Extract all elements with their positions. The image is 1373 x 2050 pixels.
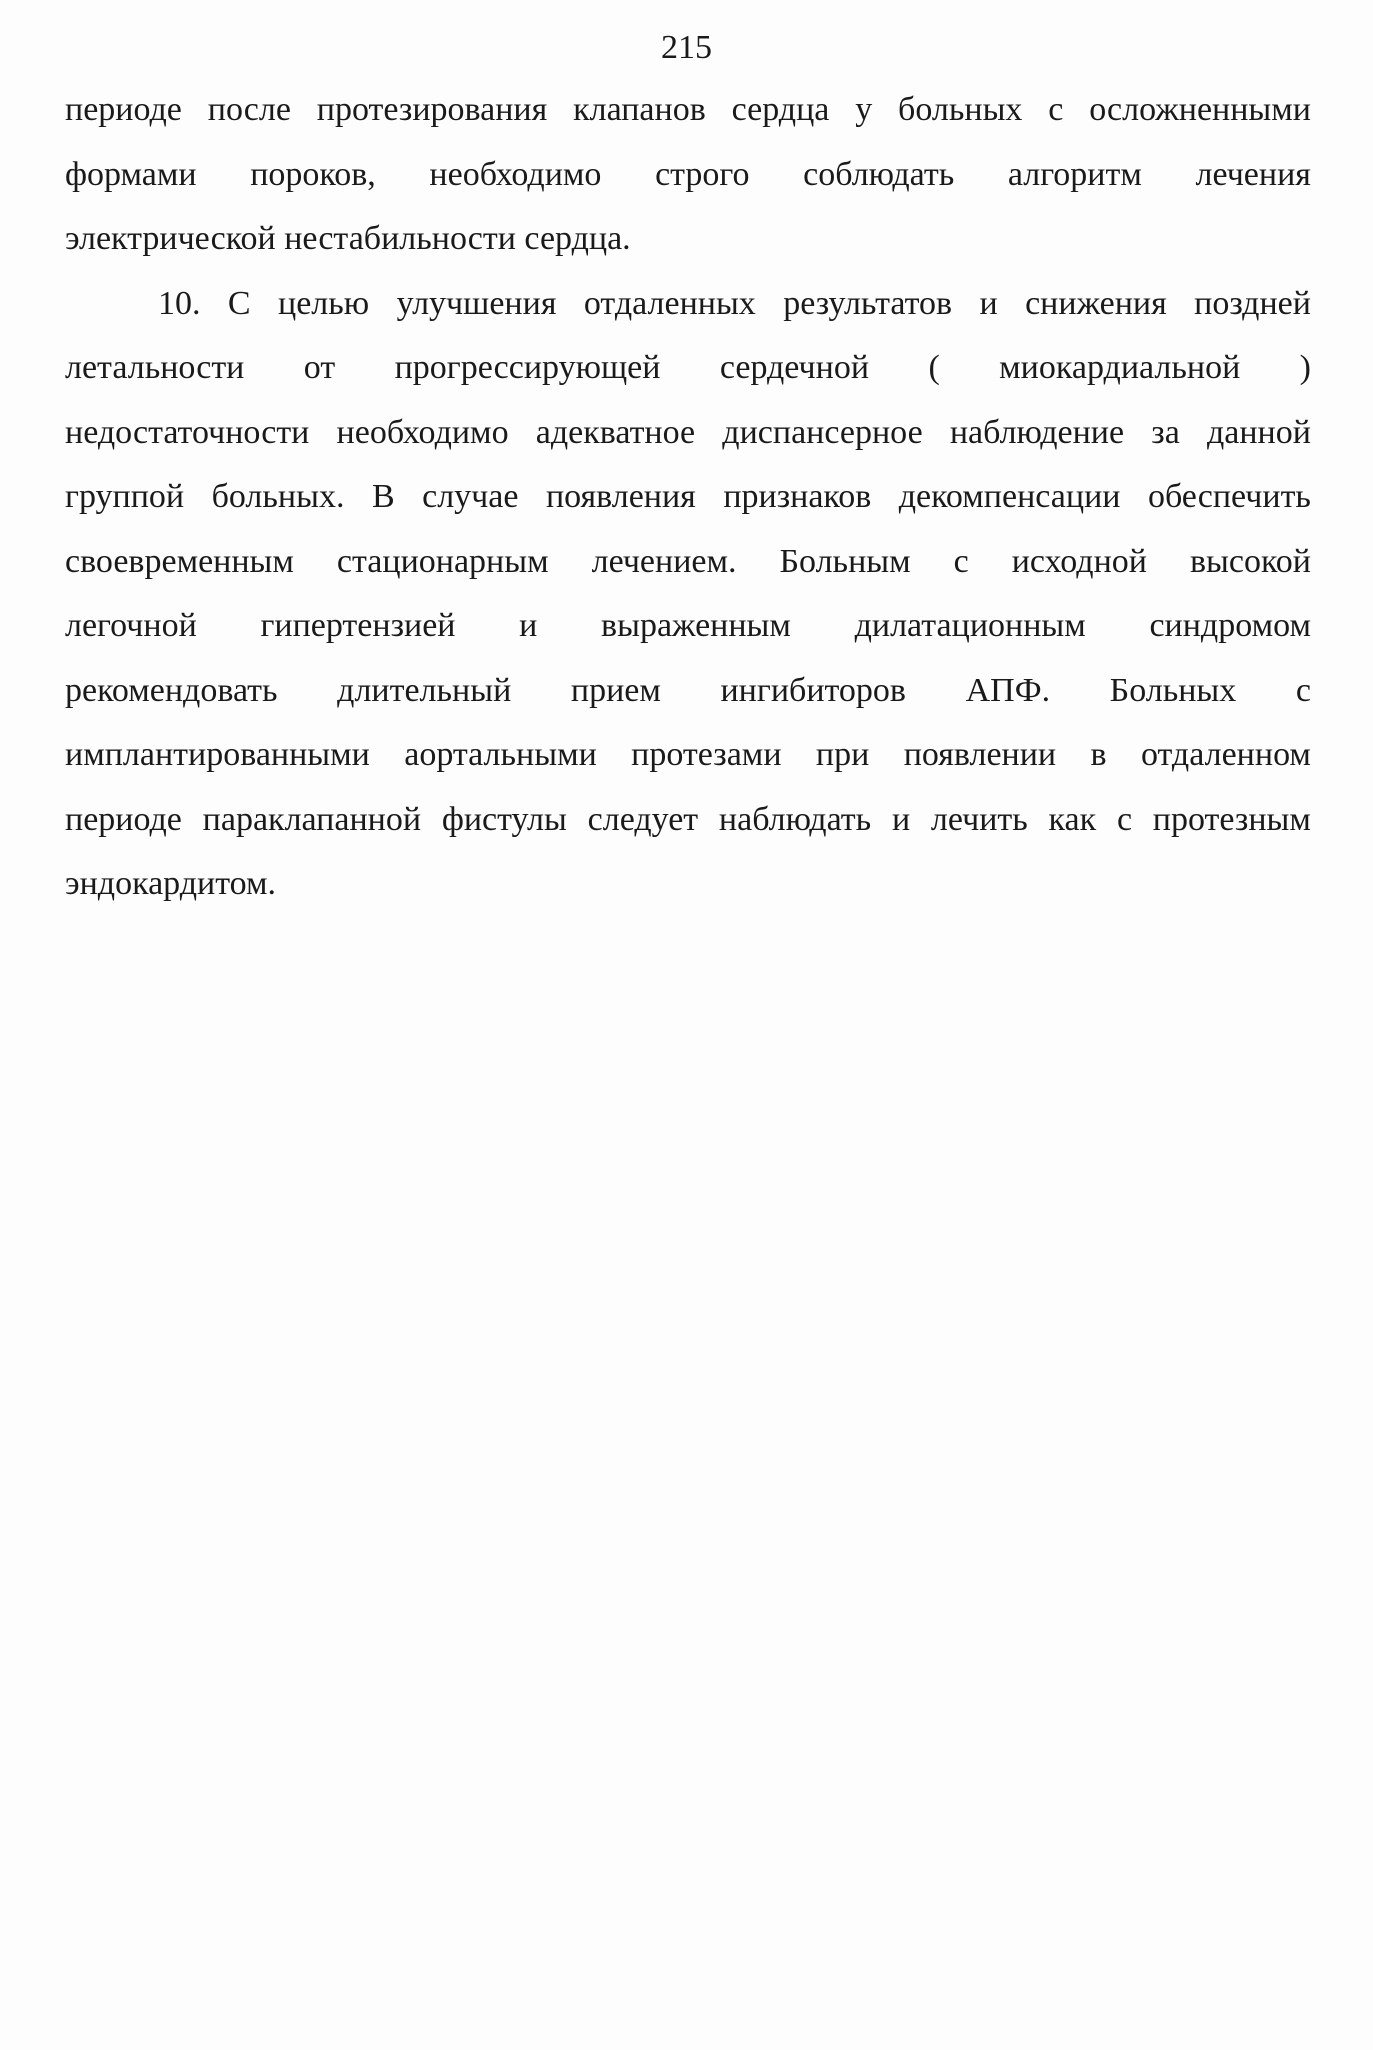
text-line [65,594,1311,659]
word: соблюдать [803,155,955,193]
word: параклапанной [202,800,422,838]
text-line [65,78,1311,143]
word: легочной [65,607,197,644]
word: целью [278,284,370,322]
word: миокардиальной [999,349,1241,386]
word: диспансерное [722,413,923,451]
word: С [227,284,251,322]
body-text [65,78,1311,917]
word: строго [655,155,750,193]
word: клапанов [573,91,706,128]
word: ингибиторов [720,671,906,709]
word: стационарным [336,542,549,580]
text-line [65,401,1311,466]
word: имплантированными [65,736,370,773]
word: с [1048,91,1064,128]
word: летальности [65,349,245,386]
text-line [65,272,1311,337]
word: отдаленных [583,284,756,322]
word: протезным [1152,800,1311,838]
text-line [65,143,1311,208]
word: прогрессирующей [394,349,661,386]
word: при [815,736,870,773]
word: появлении [903,736,1057,773]
word: с [953,542,969,580]
word: снижения [1025,284,1167,322]
word: прием [570,671,661,709]
word: как [1048,800,1097,838]
word: исходной [1011,542,1147,580]
word: аортальными [404,736,597,773]
word: наблюдение [949,413,1125,451]
word: улучшения [396,284,557,322]
word: результатов [783,284,953,322]
word: больных [898,91,1023,128]
word: своевременным [65,542,294,580]
word: у [855,91,873,128]
text-line [65,659,1311,724]
text-line [65,852,1311,917]
word: недостаточности [65,413,310,451]
word: Больным [779,542,911,580]
word: В [371,478,395,515]
text-line [65,465,1311,530]
page-number: 215 [661,29,712,66]
word: адекватное [535,413,696,451]
word: лечить [930,800,1028,838]
word: протезами [631,736,782,773]
word: и [979,284,998,322]
word: периоде [65,800,182,838]
text-line [65,336,1311,401]
word: выраженным [601,607,791,644]
word: случае [422,478,519,515]
word: периоде [65,91,182,128]
word: электрической нестабильности сердца. [65,220,631,257]
word: синдромом [1149,607,1311,644]
word: 10. [158,284,201,322]
word: лечением. [591,542,737,580]
word: пороков, [250,155,376,193]
word: высокой [1189,542,1311,580]
word: гипертензией [260,607,456,644]
word: после [207,91,291,128]
word: данной [1206,413,1311,451]
word: больных. [211,478,345,515]
word: в [1090,736,1107,773]
word: необходимо [336,413,509,451]
word: лечения [1195,155,1311,193]
word: и [891,800,911,838]
word: от [303,349,336,386]
word: наблюдать [718,800,872,838]
word: появления [545,478,696,515]
word: декомпенсации [898,478,1121,515]
word: АПФ. [965,671,1051,709]
word: рекомендовать [65,671,278,709]
word: эндокардитом. [65,865,277,902]
word: ( [928,349,940,386]
word: и [519,607,538,644]
word: Больных [1109,671,1237,709]
word: осложненными [1089,91,1311,128]
word: протезирования [316,91,548,128]
word: отдаленном [1140,736,1311,773]
word: сердца [731,91,830,128]
word: алгоритм [1007,155,1142,193]
word: сердечной [719,349,870,386]
word: обеспечить [1147,478,1311,515]
word: формами [65,155,197,193]
text-line [65,207,1311,272]
text-line [65,788,1311,853]
word: с [1295,671,1311,709]
word: дилатационным [854,607,1086,644]
word: группой [65,478,185,515]
word: необходимо [429,155,602,193]
word: с [1116,800,1133,838]
text-line [65,530,1311,595]
word: следует [587,800,699,838]
word: фистулы [441,800,567,838]
word: ) [1299,349,1311,386]
word: за [1151,413,1180,451]
text-line [65,723,1311,788]
word: длительный [337,671,512,709]
word: поздней [1194,284,1311,322]
word: признаков [723,478,872,515]
